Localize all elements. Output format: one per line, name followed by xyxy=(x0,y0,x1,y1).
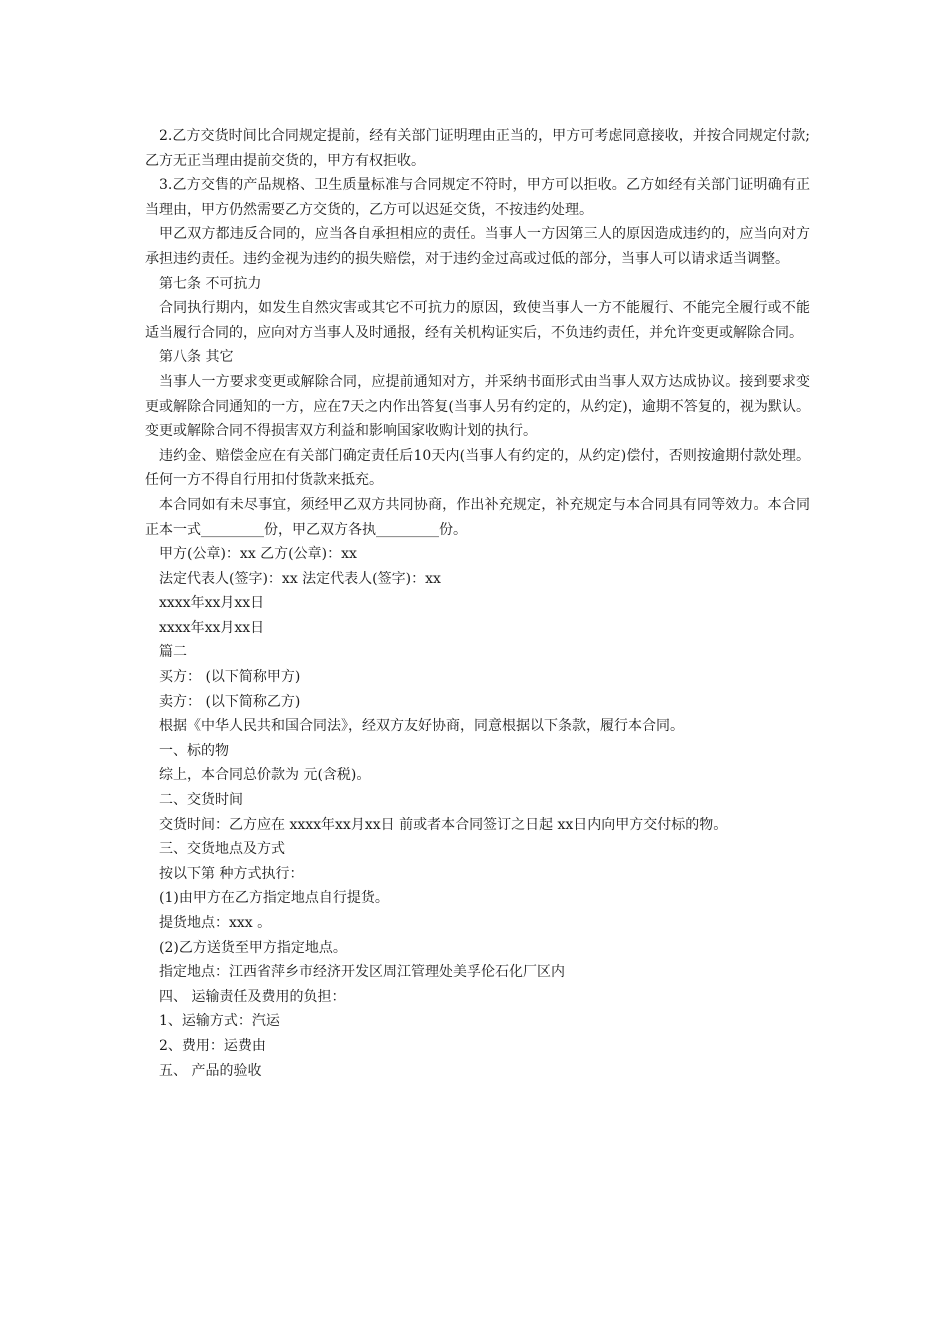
section-heading: 二、交货时间 xyxy=(159,792,243,809)
paragraph: (1)由甲方在乙方指定地点自行提货。 xyxy=(159,890,389,907)
section-heading: 三、交货地点及方式 xyxy=(159,841,285,858)
section-heading: 一、标的物 xyxy=(159,742,229,759)
paragraph: 交货时间：乙方应在 xxxx年xx月xx日 前或者本合同签订之日起 xx日内向甲方交付标的物。 xyxy=(159,816,728,833)
date-line: xxxx年xx月xx日 xyxy=(159,595,265,612)
paragraph: 2.乙方交货时间比合同规定提前，经有关部门证明理由正当的，甲方可考虑同意接收，并按合同规定付款;乙方无正当理由提前交货的，甲方有权拒收。 xyxy=(145,128,810,169)
signature-line: 法定代表人(签字)：xx 法定代表人(签字)：xx xyxy=(159,570,441,587)
party-line: 买方： (以下简称甲方) xyxy=(159,669,301,686)
paragraph: 2、费用：运费由 xyxy=(159,1037,266,1054)
section-heading: 四、 运输责任及费用的负担： xyxy=(159,988,346,1005)
section-heading: 第八条 其它 xyxy=(159,349,234,366)
paragraph: 3.乙方交售的产品规格、卫生质量标准与合同规定不符时，甲方可以拒收。乙方如经有关部门证明确有正当理由，甲方仍然需要乙方交货的，乙方可以迟延交货，不按违约处理。 xyxy=(145,177,810,218)
section-heading: 第七条 不可抗力 xyxy=(159,275,262,292)
paragraph: 合同执行期内，如发生自然灾害或其它不可抗力的原因，致使当事人一方不能履行、不能完全履行或不能适当履行合同的，应向对方当事人及时通报，经有关机构证实后，不负违约责任，并允许变更或解除合同。 xyxy=(145,300,810,341)
paragraph: 甲乙双方都违反合同的，应当各自承担相应的责任。当事人一方因第三人的原因造成违约的，应当向对方承担违约责任。违约金视为违约的损失赔偿，对于违约金过高或过低的部分，当事人可以请求适当调整。 xyxy=(145,226,810,267)
paragraph: 本合同如有未尽事宜，须经甲乙双方共同协商，作出补充规定，补充规定与本合同具有同等效力。本合同正本一式_________份，甲乙双方各执_________份。 xyxy=(145,496,810,538)
section-heading: 篇二 xyxy=(159,644,187,661)
paragraph: 根据《中华人民共和国合同法》，经双方友好协商，同意根据以下条款，履行本合同。 xyxy=(159,718,684,735)
party-line: 卖方： (以下简称乙方) xyxy=(159,693,301,710)
paragraph: 指定地点：江西省萍乡市经济开发区周江管理处美孚伦石化厂区内 xyxy=(159,964,565,981)
document-body xyxy=(145,124,810,1083)
paragraph: 违约金、赔偿金应在有关部门确定责任后10天内(当事人有约定的，从约定)偿付，否则按逾期付款处理。任何一方不得自行用扣付货款来抵充。 xyxy=(145,447,810,489)
paragraph: (2)乙方送货至甲方指定地点。 xyxy=(159,939,347,956)
section-heading: 五、 产品的验收 xyxy=(159,1062,262,1079)
paragraph: 按以下第 种方式执行： xyxy=(159,865,304,882)
paragraph: 综上，本合同总价款为 元(含税)。 xyxy=(159,767,371,784)
paragraph: 提货地点：xxx 。 xyxy=(159,915,272,931)
paragraph: 当事人一方要求变更或解除合同，应提前通知对方，并采纳书面形式由当事人双方达成协议。接到要求变更或解除合同通知的一方，应在7天之内作出答复(当事人另有约定的，从约定)，逾期不答复的，视为默认。变更或解除合同不得损害双方利益和影响国家收购计划的执行。 xyxy=(145,373,810,440)
signature-line: 甲方(公章)：xx 乙方(公章)：xx xyxy=(159,546,357,563)
paragraph: 1、运输方式：汽运 xyxy=(159,1013,280,1030)
date-line: xxxx年xx月xx日 xyxy=(159,619,265,636)
